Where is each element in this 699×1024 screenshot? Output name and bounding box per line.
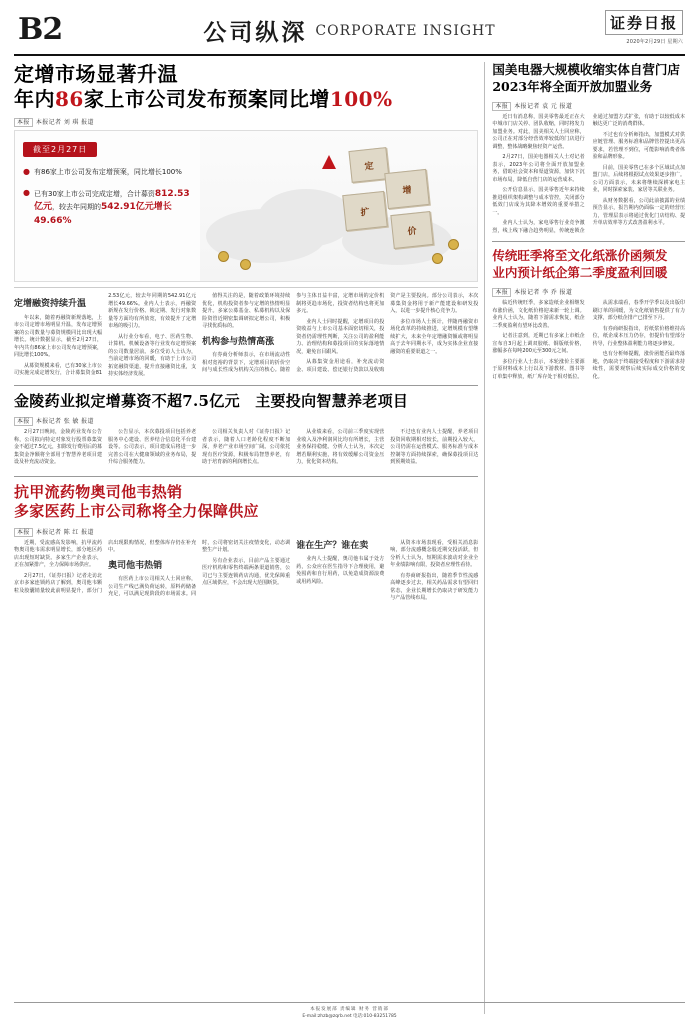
paragraph: 年以来，随着再融资新规落地，上市公司定增市场明显升温，发布定增预案的公司数量与募资规模同比出现大幅增长。统计数据显示，截至2月27日，年内共有86家上市公司发布定增预案，同比增长100%。 xyxy=(14,314,103,358)
lead-subhead-1: 定增融资持续升温 xyxy=(14,299,87,309)
bullet-dot-icon: ● xyxy=(23,187,30,197)
paragraph: 业内人士提醒，奥司他韦属于处方药，公众应在医生指导下合理使用，避免囤药和自行用药，以免造成资源浪费或用药风险。 xyxy=(296,556,385,585)
paragraph: 值得关注的是，随着政策环境持续优化，机构投资者参与定增的热情明显提升。多家公募基金、私募机构以及保险资管近期密集调研拟定增公司，积极寻找优质标的。 xyxy=(202,293,291,329)
paragraph: 公司相关负责人对《证券日报》记者表示，随着人口老龄化程度不断加深，养老产业市场空间广阔。公司依托现有医疗资源，积极布局智慧养老，有助于培育新的利润增长点。 xyxy=(202,429,291,465)
third-byline xyxy=(14,527,478,536)
lead-infographic xyxy=(14,130,478,282)
third-headline-line2: 多家医药上市公司称将全力保障供应 xyxy=(14,502,259,520)
left-column xyxy=(14,62,478,1014)
right-article-1 xyxy=(492,62,685,235)
lead-article xyxy=(14,62,478,379)
lead-byline xyxy=(14,117,478,126)
paper-name: 证券日报 xyxy=(605,10,683,35)
paragraph: 近日有消息称，国美零售最近正在大中城市门店关停、团队收缩，同时将发力加盟业务。对此，国美相关人士回应称，公司正在对部分经营效率较低的门店进行调整，整体战略聚焦轻资产运营。 xyxy=(492,113,585,150)
third-subhead-1: 奥司他韦热销 xyxy=(108,560,163,571)
page-number: B2 xyxy=(18,12,63,47)
third-headline-line1: 抗甲流药物奥司他韦热销 xyxy=(14,482,183,501)
right1-byline xyxy=(492,101,685,110)
bullet2-prefix: 已有30家上市公司完成定增，合计募资 xyxy=(33,189,155,198)
third-article xyxy=(14,483,478,603)
paragraph: 从财务数据看，公司此前披露的业绩预告显示，报告期内仍面临一定的经营压力，管理层表示将通过优化门店结构、提升单店效率等方式改善盈利水平。 xyxy=(592,197,685,227)
lead-subhead-2: 机构参与热情高涨 xyxy=(202,336,275,347)
paragraph: 有券商研报指出，随着季节性流感高峰逐步过去，相关药品需求有望回归常态，企业长期增长仍取决于研发能力与产品管线布局。 xyxy=(390,572,479,601)
paragraph: 临近传统旺季，多家造纸企业相继发布涨价函，文化纸价格迎来新一轮上调。业内人士认为，随着下游需求恢复，纸企二季度盈利有望环比改善。 xyxy=(492,300,585,329)
infographic-bullet-2 xyxy=(23,188,192,229)
paragraph: 2月27日，《证券日报》记者走访北京市多家连锁药店了解到，奥司他韦颗粒及胶囊销量较此前明显提升，部分门店出现限购情况，但整体库存仍在补充中。 xyxy=(14,539,197,594)
paragraph: 多位市场人士预计，伴随再融资市场化改革的持续推进，定增规模有望继续扩大，未来全年定增融资额或将明显高于去年同期水平，成为实体企业直接融资的重要渠道之一。 xyxy=(390,318,479,355)
paragraph: 从业绩来看，公司前三季度实现营业收入及净利润同比均有所增长，主营业务保持稳健。分析人士认为，本次定增若顺利实施，将有效缓解公司资金压力，优化资本结构。 xyxy=(296,429,385,465)
right2-byline-text: 本报记者 李 乔 报道 xyxy=(514,289,573,296)
lead-headline-num1: 86 xyxy=(55,87,84,111)
bullet-dot-icon: ● xyxy=(23,167,30,176)
cloud-shape xyxy=(258,189,354,247)
right1-headline-line1: 国美电器大规模收缩实体自营门店 xyxy=(492,62,680,77)
box-label-2: 扩 xyxy=(342,191,388,231)
footer-line-1: 本报发展部 责编辑 财务 营销部 xyxy=(310,1006,389,1012)
infographic-bullet-2-text xyxy=(34,188,192,229)
paragraph: 从需求端看，春季开学季以及出版印刷订单的回暖，为文化纸销售提供了有力支撑，部分纸企排产已排至下月。 xyxy=(592,300,685,321)
bullet2-mid: ，较去年同期的 xyxy=(52,203,101,211)
paragraph: 近期，受流感高发影响，抗甲流药物奥司他韦需求明显增长，部分地区药店出现短时缺货。多家生产企业表示，正在加紧排产，全力保障市场供应。 xyxy=(14,539,103,568)
second-byline-text: 本报记者 张 敏 报道 xyxy=(35,418,94,425)
paragraph: 另有企业表示，目前产品主要通过医疗机构和零售终端两条渠道销售，公司已与主要连锁药店沟通，优先保障重点区域供应，不会出现大范围断货。 xyxy=(202,557,291,586)
lead-headline-prefix: 年内 xyxy=(14,87,55,111)
lead-headline-line2 xyxy=(14,87,478,112)
paragraph: 从行业分布看，电子、医药生物、计算机、机械设备等行业发布定增预案的公司数量居前。多位受访人士认为，当前定增市场的回暖，有助于上市公司拓宽融资渠道，提升直接融资比重，支持实体经济发展。 xyxy=(108,333,197,377)
infographic-bullet-1 xyxy=(23,167,192,178)
up-arrow-icon xyxy=(322,155,336,169)
paragraph: 不过也有分析师指出，加盟模式对供应链管理、服务标准和品牌管控提出更高要求，若管理不到位，可能影响消费者体验和品牌形象。 xyxy=(592,131,685,161)
second-article xyxy=(14,392,478,470)
lead-headline-line1: 定增市场显著升温 xyxy=(14,62,178,86)
paragraph: 从募集资金用途看，补充流动资金、项目建设、偿还银行贷款以及收购资产是主要投向。部分公司表示，本次募集资金将用于新产能建设和研发投入，以进一步提升核心竞争力。 xyxy=(296,293,479,373)
issue-date: 2020年2月29日 星期六 xyxy=(626,39,683,45)
right2-byline xyxy=(492,287,685,296)
paragraph: 业内人士同时提醒，定增项目的投资收益与上市公司基本面密切相关，投资者仍需理性判断，关注公司的盈利能力、治理结构和募投项目的实际落地情况，避免盲目跟风。 xyxy=(296,318,385,355)
box-label-0: 定 xyxy=(348,147,389,183)
coin-icon xyxy=(218,251,229,262)
section-title-cn: 公司纵深 xyxy=(203,19,308,46)
right2-body-text xyxy=(492,300,685,384)
second-byline xyxy=(14,416,478,425)
page-footer xyxy=(14,1002,685,1020)
third-byline-text: 本报记者 陈 红 报道 xyxy=(35,528,94,536)
third-subhead-2: 谁在生产？谁在卖 xyxy=(296,540,369,551)
byline-tag: 本报 xyxy=(14,528,33,537)
paragraph: 有医药上市公司相关人士回应称，公司生产线已满负荷运转，原料药储备充足，可以满足现阶段的市场需求。同时，公司将密切关注疫情变化，动态调整生产计划。 xyxy=(108,539,291,597)
coin-icon xyxy=(240,259,251,270)
lead-byline-text: 本报记者 刘 琪 报道 xyxy=(35,119,94,126)
byline-tag: 本报 xyxy=(492,102,511,111)
paragraph: 从资本市场表现看，受相关消息影响，部分流感概念股近期交投活跃，但分析人士认为，短期需求波动对企业全年业绩影响有限，投资者应理性看待。 xyxy=(390,539,479,568)
right1-headline-line2: 2023年将全面开放加盟业务 xyxy=(492,78,653,94)
paragraph: 有券商研报指出，若纸浆价格维持高位，纸企成本压力仍存，但提价有望部分传导，行业整体盈利能力将逐步修复。 xyxy=(592,325,685,347)
infographic-text-panel xyxy=(15,131,200,281)
third-body-text xyxy=(14,540,478,603)
paragraph: 目前，国美零售已在多个区域试点加盟门店，后续将根据试点效果逐步推广。公司方面表示，未来将继续深耕家电主业，同时探索家装、家居等关联业务。 xyxy=(592,164,685,194)
coin-icon xyxy=(432,253,443,264)
paragraph: 2月27日，国美电器相关人士对记者表示，2023年公司将全面开放加盟业务，借助社会资本和渠道资源，加快下沉市场布局，降低自营门店的运营成本。 xyxy=(492,154,585,183)
infographic-bullet-1-text: 有86家上市公司发布定增预案，同比增长100% xyxy=(33,168,182,176)
byline-tag: 本报 xyxy=(14,118,33,127)
bullet2-amount: 812.53亿元 xyxy=(33,188,190,212)
infographic-date-badge: 截至2月27日 xyxy=(23,142,97,157)
paragraph: 业内人士认为，家电零售行业竞争激烈，线上线下融合趋势明显，传统连锁企业通过加盟方式扩张，有助于以较低成本触达更广泛的消费群体。 xyxy=(492,113,685,234)
right1-byline-text: 本报记者 袁 元 报道 xyxy=(514,102,573,110)
lead-headline-mid: 家上市公司发布预案同比增 xyxy=(83,87,330,111)
paragraph: 2月27日晚间，金陵药业发布公告称，公司拟向特定对象发行股票募集资金不超过7.5亿元，扣除发行费用后的募集资金净额将全部用于智慧养老项目建设及补充流动资金。 xyxy=(14,429,103,465)
footer-line-2: E-mail:zhzb@zqrb.net 电话:010-83251785 xyxy=(302,1013,397,1019)
second-headline: 金陵药业拟定增募资不超7.5亿元 主要投向智慧养老项目 xyxy=(14,391,409,410)
section-title-group xyxy=(203,14,495,47)
right-article-2 xyxy=(492,248,685,384)
bullet2-amount2: 542.91亿元增长49.66% xyxy=(33,202,172,226)
coin-icon xyxy=(448,239,459,250)
lead-body-text xyxy=(14,293,478,379)
paragraph: 多位行业人士表示，本轮涨价主要源于原材料成本上行以及下游教材、图书等订单集中释放，纸厂库存处于相对低位。 xyxy=(492,358,585,380)
second-body-text xyxy=(14,429,478,470)
paragraph: 有券商分析师表示，在市场流动性相对宽裕的背景下，定增项目的折价空间与成长性成为机构关注的核心。随着参与主体日益丰富，定增市场的定价机制将更趋市场化，投资者结构也将更加多元。 xyxy=(202,293,385,373)
paragraph: 公开信息显示，国美零售近年来持续推进组织架构调整与成本管控，关闭部分低效门店成为其降本增效的重要举措之一。 xyxy=(492,187,585,216)
paragraph: 不过也有业内人士提醒，养老项目投资回收期相对较长，前期投入较大，公司仍需在运营模式、服务标准与成本控制等方面持续探索，确保募投项目达到预期效益。 xyxy=(390,429,479,465)
byline-tag: 本报 xyxy=(492,288,511,297)
byline-tag: 本报 xyxy=(14,417,33,426)
paper-logo-group xyxy=(605,10,683,45)
right2-headline-line1: 传统旺季将至文化纸涨价函频发 xyxy=(492,248,668,264)
masthead xyxy=(14,10,685,56)
right1-body-text xyxy=(492,114,685,236)
paragraph: 也有分析师提醒，涨价函能否最终落地，仍取决于终端接受程度和下游需求持续性，需要观察后续实际成交价格的变化。 xyxy=(592,351,685,380)
right-column xyxy=(484,62,685,1014)
paragraph: 从募资规模来看，已有30家上市公司实施完成定增发行，合计募集资金812.53亿元，较去年同期的542.91亿元增长49.66%。业内人士表示，再融资新规在发行价格、锁定期、发行对象数量等方面均有所放宽，有效提升了定增市场的吸引力。 xyxy=(14,293,197,376)
paragraph: 公告显示，本次募投项目包括养老服务中心建设、医养结合信息化平台建设等。公司表示，项目建成后将进一步完善公司在大健康领域的业务布局，提升综合服务能力。 xyxy=(108,429,197,465)
lead-headline-num2: 100% xyxy=(329,87,393,111)
page-body xyxy=(14,62,685,1014)
box-label-1: 增 xyxy=(384,169,430,209)
infographic-illustration xyxy=(200,131,477,281)
paragraph: 记者注意到，近期已有多家上市纸企宣布自3月起上调双胶纸、铜版纸价格，涨幅多在每吨200元至300元之间。 xyxy=(492,333,585,354)
section-title-en: CORPORATE INSIGHT xyxy=(315,22,496,39)
box-label-3: 价 xyxy=(390,211,433,249)
right2-headline-line2: 业内预计纸企第二季度盈利回暖 xyxy=(492,265,668,281)
